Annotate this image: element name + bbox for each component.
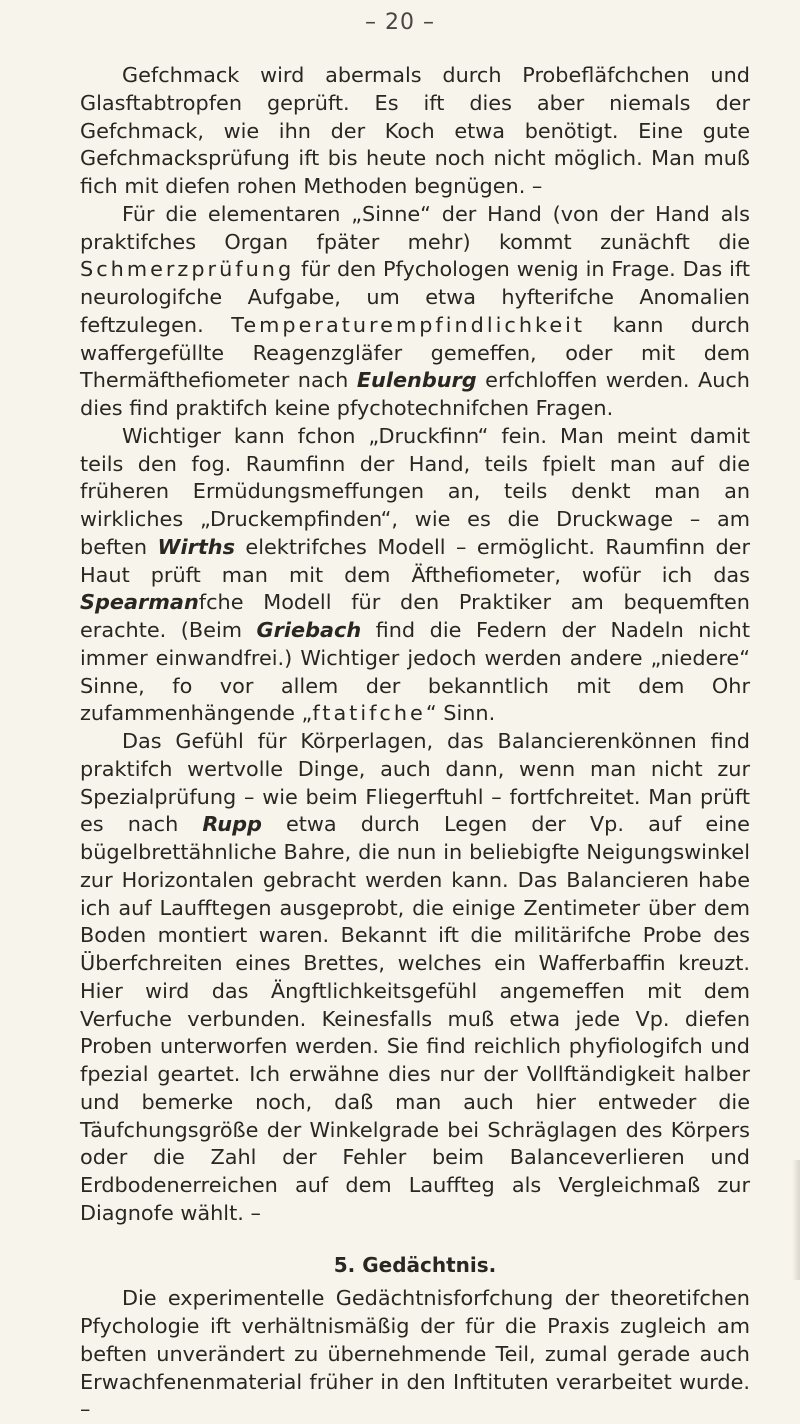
emphasis-pain-testing: Schmerzprüfung bbox=[80, 257, 295, 282]
paragraph-elementary-senses bbox=[80, 201, 750, 423]
paragraph-taste: Gefchmack wird abermals durch Probefläfchchen und Glasftabtropfen geprüft. Es ift dies aber niemals der Gefchmack, wie ihn der Koch etwa benötigt. Eine gute Gefchmacksprüfung ift bis heute noch nicht möglich. Man muß fich mit diefen rohen Methoden begnügen. – bbox=[80, 63, 750, 198]
page-edge-shadow bbox=[792, 1160, 800, 1280]
text-run: fche Modell für den Praktiker am bequemften erachte. (Beim bbox=[80, 590, 750, 642]
text-run: etwa durch Legen der Vp. auf eine bügelbrettähnliche Bahre, die nun in beliebigfte Neigungswinkel zur Horizontalen gebracht werden kann. Das Balancieren habe ich auf Laufftegen ausgeprobt, die einige Zentimeter über dem Boden montiert waren. Bekannt ift die militärifche Probe des Überfchreiten eines Brettes, welches ein Wafferbaffin kreuzt. Hier wird das Ängftlichkeitsgefühl angemeffen mit dem Verfuche verbunden. Keinesfalls muß etwa jede Vp. diefen Proben unterworfen werden. Sie find reichlich phyfiologifch und fpezial geartet. Ich erwähne dies nur der Vollftändigkeit halber und bemerke noch, daß man auch hier entweder die Täufchungsgröße der Winkelgrade bei Schräglagen des Körpers oder die Zahl der Fehler beim Balanceverlieren und Erdbodenerreichen auf dem Lauffteg als Vergleichmaß zur Diagnofe wählt. – bbox=[80, 812, 750, 1225]
text-run: elektrifches Modell – ermöglicht. Raumfinn der Haut prüft man mit dem Äfthefiometer, wofür ich das bbox=[80, 534, 750, 587]
text-run: “ Sinn. bbox=[425, 701, 496, 726]
section-heading-memory: 5. Gedächtnis. bbox=[333, 1252, 497, 1277]
emphasis-static-sense: ftatifche bbox=[312, 701, 426, 726]
emphasis-temperature-sensitivity: Temperaturempfindlichkeit bbox=[231, 312, 586, 337]
text-run: kann durch waffergefüllte Reagenzgläfer gemeffen, oder mit dem Thermäfthefiometer nach bbox=[80, 312, 750, 393]
text-run: find die Federn der Nadeln nicht immer einwandfrei.) Wichtiger jedoch werden andere „niedere“ Sinne, fo vor allem der bekanntlich mit dem Ohr zufammenhängende „ bbox=[80, 618, 750, 726]
author-name-griebach: Griebach bbox=[256, 618, 362, 642]
author-name-wirth: Wirths bbox=[157, 534, 235, 559]
author-name-rupp: Rupp bbox=[202, 812, 262, 837]
text-run: Für die elementaren „Sinne“ der Hand (von der Hand als praktifches Organ fpäter mehr) kommt zunächft die bbox=[80, 201, 750, 254]
paragraph-body-position bbox=[80, 728, 750, 1228]
text-run: erfchloffen werden. Auch dies find praktifch keine pfychotechnifchen Fragen. bbox=[80, 368, 750, 420]
text-run: für den Pfychologen wenig in Frage. Das ift neurologifche Aufgabe, um etwa hyfterifche Anomalien feftzulegen. bbox=[80, 257, 750, 337]
author-name-spearman: Spearman bbox=[80, 590, 199, 615]
author-name-eulenburg: Eulenburg bbox=[356, 368, 477, 393]
page-number: – 20 – bbox=[365, 10, 435, 35]
paragraph-pressure-sense bbox=[80, 423, 750, 728]
body-text bbox=[80, 62, 750, 1424]
text-run: Wichtiger kann fchon „Druckfinn“ fein. Man meint damit teils den fog. Raumfinn der Hand, teils fpielt man auf die früheren Ermüdungsmeffungen an, teils denkt man an wirkliches „Druckempfinden“, wie es die Druckwage – am beften bbox=[80, 423, 750, 559]
paragraph-memory-research: Die experimentelle Gedächtnisforfchung der theoretifchen Pfychologie ift verhältnismäßig der für die Praxis zugleich am beften unverändert zu übernehmende Teil, zumal gerade auch Erwachfenenmaterial früher in den Inftituten verarbeitet wurde. – bbox=[80, 1286, 750, 1422]
text-run: Das Gefühl für Körperlagen, das Balancierenkönnen find praktifch wertvolle Dinge, auch dann, wenn man nicht zur Spezialprüfung – wie beim Fliegerftuhl – fortfchreitet. Man prüft es nach bbox=[80, 729, 750, 837]
